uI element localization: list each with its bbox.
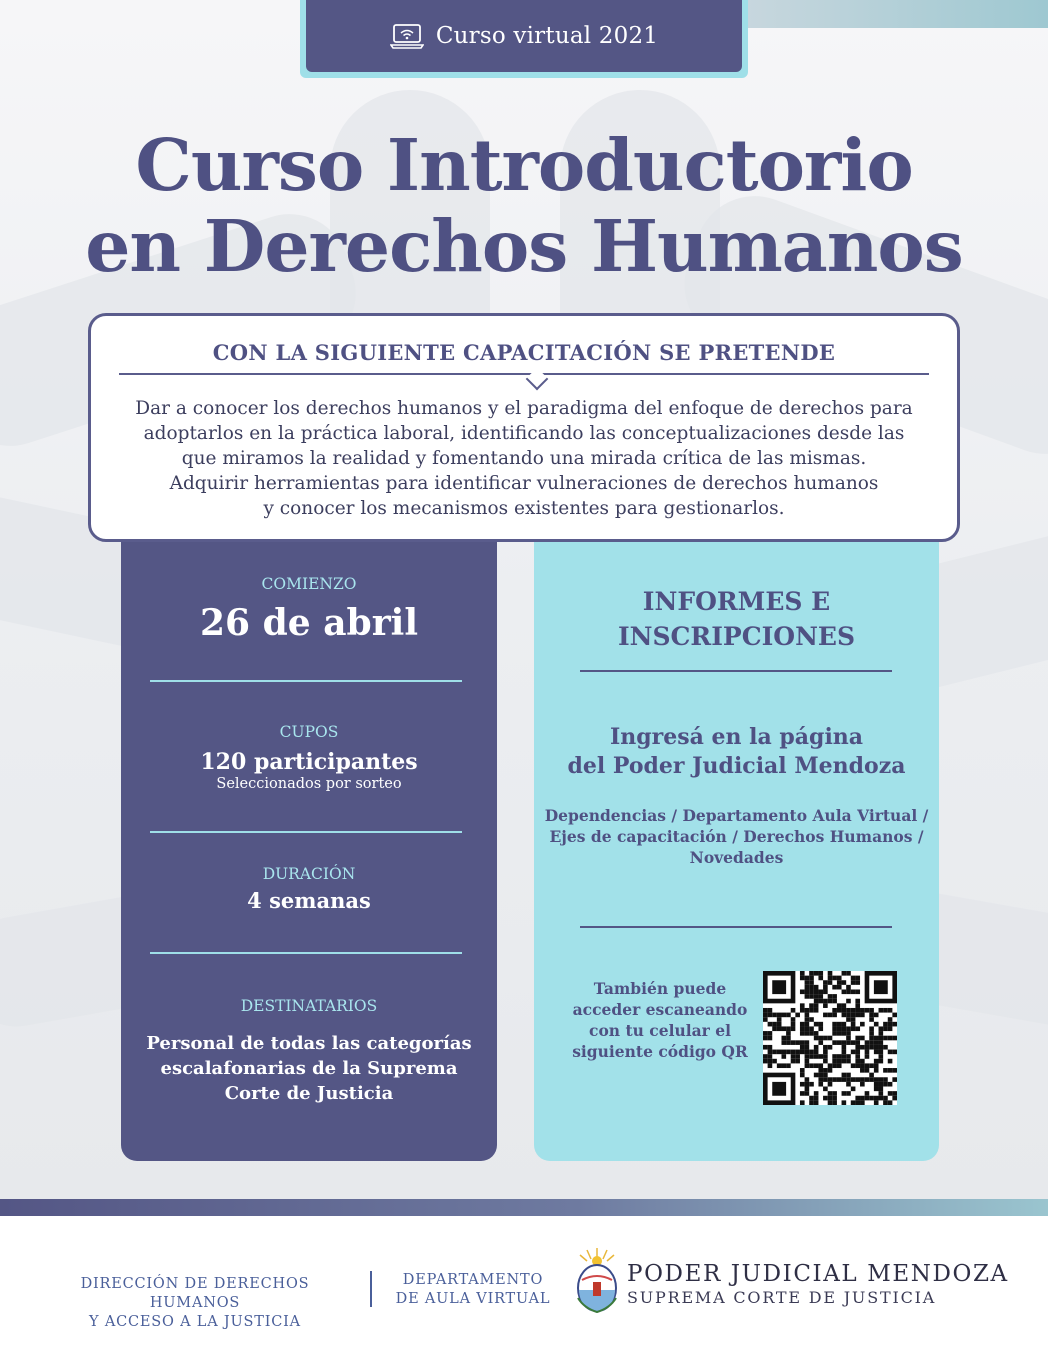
qr-text-line: siguiente código QR xyxy=(572,1042,748,1061)
audience-label: DESTINATARIOS xyxy=(240,997,378,1015)
audience-text xyxy=(121,1031,497,1106)
footer-org-virtual-classroom xyxy=(395,1271,551,1309)
objectives-heading: CON LA SIGUIENTE CAPACITACIÓN SE PRETENDE xyxy=(212,340,836,365)
objectives-box xyxy=(88,313,960,542)
qr-text-line: con tu celular el xyxy=(589,1021,731,1040)
badge-label: Curso virtual 2021 xyxy=(435,23,659,49)
footer-separator xyxy=(370,1271,372,1307)
footer-org-human-rights xyxy=(40,1275,350,1332)
instruction-line: Ingresá en la página xyxy=(609,724,864,750)
page-title xyxy=(0,125,1048,287)
seats-label: CUPOS xyxy=(279,723,339,741)
org1-line: DIRECCIÓN DE DERECHOS HUMANOS xyxy=(80,1276,310,1311)
objectives-line: que miramos la realidad y fomentando una mirada crítica de las mismas. xyxy=(181,448,867,469)
audience-line: Personal de todas las categorías xyxy=(146,1033,472,1054)
footer xyxy=(0,1216,1048,1361)
footer-judiciary-subtitle: SUPREMA CORTE DE JUSTICIA xyxy=(627,1288,937,1307)
title-line-1: Curso Introductorio xyxy=(135,123,913,207)
start-label: COMIENZO xyxy=(261,575,357,593)
divider xyxy=(580,670,892,672)
divider xyxy=(150,831,462,833)
org1-line: Y ACCESO A LA JUSTICIA xyxy=(89,1314,301,1330)
website-path xyxy=(534,805,939,868)
info-heading xyxy=(534,584,939,654)
divider-notch xyxy=(526,368,549,391)
qr-code[interactable] xyxy=(763,971,897,1105)
path-line: Novedades xyxy=(689,848,784,867)
divider xyxy=(150,952,462,954)
path-line: Ejes de capacitación / Derechos Humanos / xyxy=(549,827,924,846)
audience-line: Corte de Justicia xyxy=(224,1083,394,1104)
duration-label: DURACIÓN xyxy=(262,865,356,883)
footer-stripe xyxy=(0,1199,1048,1216)
qr-text-line: acceder escaneando xyxy=(572,1000,748,1019)
divider xyxy=(580,926,892,928)
title-line-2: en Derechos Humanos xyxy=(85,204,963,288)
audience-line: escalafonarias de la Suprema xyxy=(160,1058,458,1079)
coat-of-arms-icon xyxy=(572,1246,622,1314)
org2-line: DEPARTAMENTO xyxy=(402,1272,544,1288)
path-line: Dependencias / Departamento Aula Virtual / xyxy=(544,806,929,825)
seats-value: 120 participantes xyxy=(200,749,418,775)
objectives-line: y conocer los mecanismos existentes para gestionarlos. xyxy=(263,498,785,519)
info-heading-line: INFORMES E xyxy=(642,587,831,616)
laptop-wifi-icon xyxy=(390,23,424,49)
objectives-line: Adquirir herramientas para identificar vulneraciones de derechos humanos xyxy=(169,473,879,494)
org2-line: DE AULA VIRTUAL xyxy=(395,1291,551,1307)
info-heading-line: INSCRIPCIONES xyxy=(617,622,856,651)
course-details-panel xyxy=(121,542,497,1161)
start-date: 26 de abril xyxy=(199,602,419,644)
duration-value: 4 semanas xyxy=(247,888,371,913)
divider xyxy=(150,680,462,682)
info-instruction xyxy=(534,723,939,781)
footer-judiciary-title: PODER JUDICIAL MENDOZA xyxy=(627,1261,1009,1287)
qr-text-line: También puede xyxy=(593,979,727,998)
course-badge xyxy=(306,0,742,72)
objectives-line: Dar a conocer los derechos humanos y el paradigma del enfoque de derechos para xyxy=(135,398,913,419)
objectives-divider xyxy=(119,373,929,375)
qr-instruction xyxy=(572,978,748,1062)
info-panel xyxy=(534,542,939,1161)
seats-note: Seleccionados por sorteo xyxy=(216,776,402,792)
objectives-line: adoptarlos en la práctica laboral, identificando las conceptualizaciones desde las xyxy=(143,423,905,444)
instruction-line: del Poder Judicial Mendoza xyxy=(567,753,906,779)
top-accent-bar xyxy=(742,0,1048,28)
objectives-body xyxy=(111,396,937,521)
